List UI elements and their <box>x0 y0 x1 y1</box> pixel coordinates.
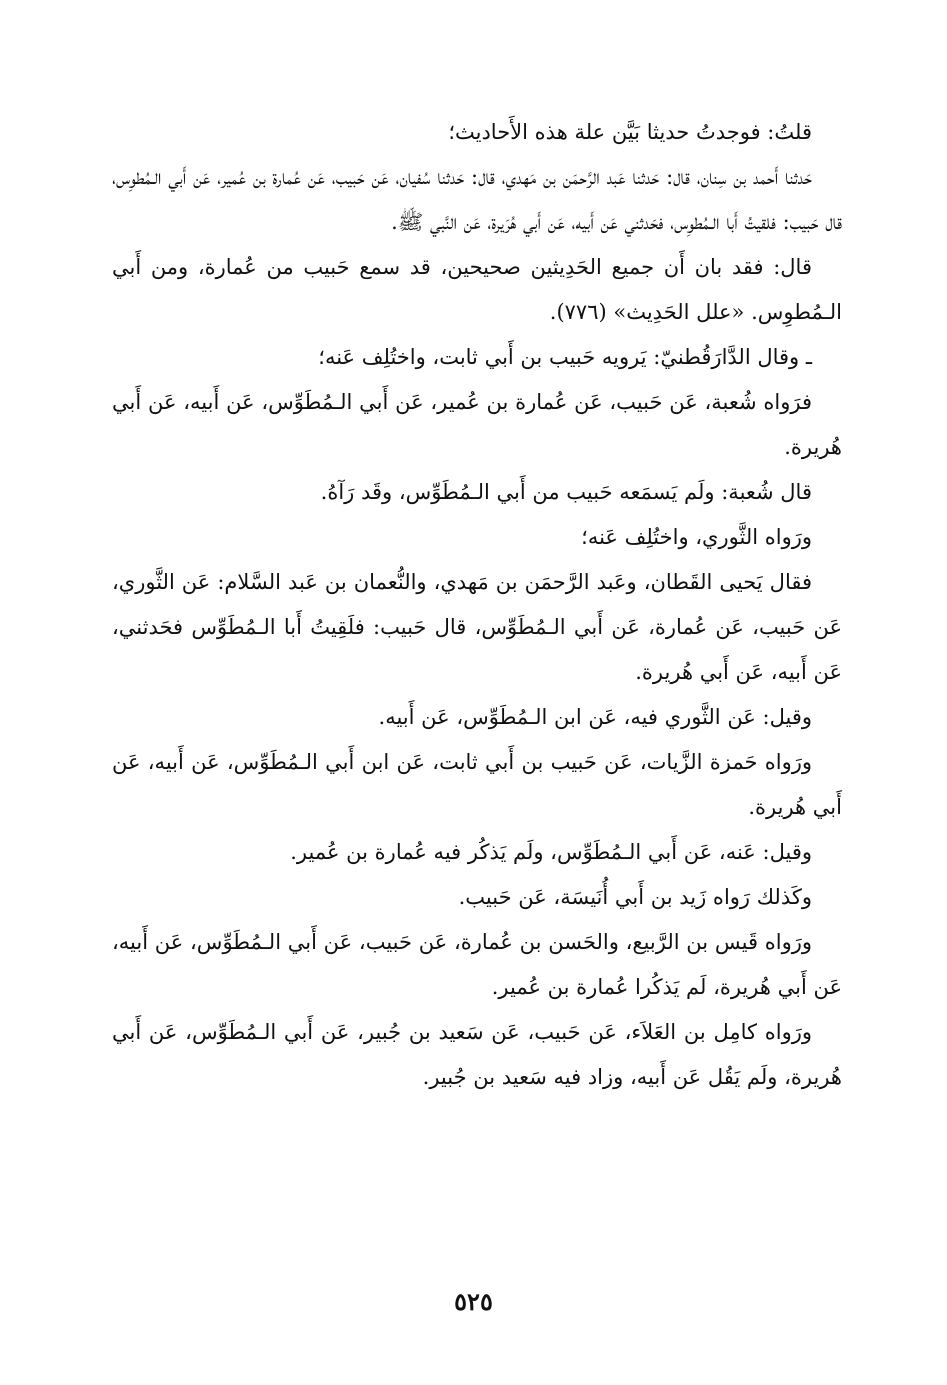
paragraph-5: فرَواه شُعبة، عَن حَبيب، عَن عُمارة بن عُمير، عَن أَبي الـمُطَوِّس، عَن أَبيه، عَن أَبي هُريرة. <box>112 390 842 459</box>
paragraph-12: وكَذلك رَواه زَيد بن أَبي أُنَيسَة، عَن حَبيب. <box>458 885 812 909</box>
paragraph-10: ورَواه حَمزة الزَّيات، عَن حَبيب بن أَبي ثابت، عَن ابن أَبي الـمُطَوِّس، عَن أَبيه، عَن أَبي هُريرة. <box>112 750 842 819</box>
paragraph-2: حَدثنا أَحمد بن سِنان، قال: حَدثنا عَبد الرَّحمَن بن مَهدي، قال: حَدثنا سُفيان، عَن حَبيب، عَن عُمارة بن عُمير، عَن أَبي الـمُطوِس، قال حَبيب: فلقيتُ أَبا الـمُطوِس، فحَدثني عَن أَبيه، عَن أَبي هُرَيرة، عَن النَّبي ﷺ. <box>112 165 842 234</box>
paragraph-4: ـ وقال الدَّارَقُطنيّ: يَرويه حَبيب بن أَبي ثابت، واختُلِف عَنه؛ <box>318 345 812 369</box>
paragraph-8: فقال يَحيى القَطان، وعَبد الرَّحمَن بن مَهدي، والنُّعمان بن عَبد السَّلام: عَن الثَّوري، عَن حَبيب، عَن عُمارة، عَن أَبي الـمُطَوِّس، قال حَبيب: فلَقِيتُ أَبا الـمُطَوِّس فحَدثني، عَن أَبيه، عَن أَبي هُريرة. <box>112 570 842 684</box>
paragraph-11: وقيل: عَنه، عَن أَبي الـمُطَوِّس، ولَم يَذكُر فيه عُمارة بن عُمير. <box>290 840 812 864</box>
paragraph-9: وقيل: عَن الثَّوري فيه، عَن ابن الـمُطَوِّس، عَن أَبيه. <box>378 705 812 729</box>
paragraph-3: قال: فقد بان أَن جميع الحَدِيثين صحيحين، قد سمع حَبيب من عُمارة، ومن أَبي الـمُطوِس. «علل الحَدِيث» (٧٧٦). <box>112 255 842 324</box>
page-number: ٥٢٥ <box>454 1287 493 1316</box>
main-text <box>112 110 842 1100</box>
paragraph-7: ورَواه الثَّوري، واختُلِف عَنه؛ <box>581 525 812 549</box>
paragraph-13: ورَواه قَيس بن الرَّبيع، والحَسن بن عُمارة، عَن حَبيب، عَن أَبي الـمُطَوِّس، عَن أَبيه، عَن أَبي هُريرة، لَم يَذكُرا عُمارة بن عُمير. <box>112 930 842 999</box>
paragraph-14: ورَواه كامِل بن العَلاَء، عَن حَبيب، عَن سَعيد بن جُبير، عَن أَبي الـمُطَوِّس، عَن أَبي هُريرة، ولَم يَقُل عَن أَبيه، وزاد فيه سَعيد بن جُبير. <box>112 1020 842 1089</box>
paragraph-6: قال شُعبة: ولَم يَسمَعه حَبيب من أَبي الـمُطَوِّس، وقَد رَآهُ. <box>320 480 812 504</box>
paragraph-1: قلتُ: فوجدتُ حديثا بَيَّن علة هذه الأَحاديث؛ <box>448 120 812 144</box>
